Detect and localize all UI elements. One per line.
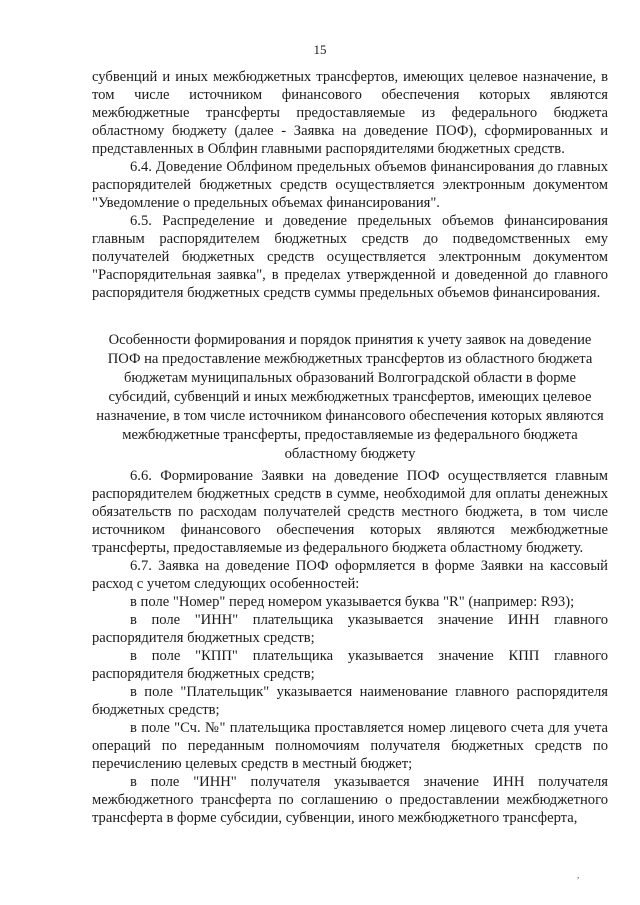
list-item-recipient-inn: в поле "ИНН" получателя указывается значение ИНН получателя межбюджетного трансферта по соглашению о предоставлении межбюджетного трансферта в форме субсидии, субвенции, иного межбюджетного трансферта, [92, 774, 608, 826]
paragraph-6-7: 6.7. Заявка на доведение ПОФ оформляется в форме Заявки на кассовый расход с учетом следующих особенностей: [92, 558, 608, 592]
page-number: 15 [313, 42, 327, 57]
paragraph-6-6: 6.6. Формирование Заявки на доведение ПОФ осуществляется главным распорядителем бюджетных средств в сумме, необходимой для оплаты денежных обязательств по расходам получателей средств местного бюджета, в том числе источником финансового обеспечения которых являются межбюджетные трансферты, предоставляемые из федерального бюджета областному бюджету. [92, 468, 608, 556]
top-text-block [92, 68, 608, 302]
paragraph-continuation: субвенций и иных межбюджетных трансфертов, имеющих целевое назначение, в том числе источником финансового обеспечения которых являются межбюджетные трансферты предоставляемые из федерального бюджета областному бюджету (далее - Заявка на доведение ПОФ), сформированных и представленных в Облфин главными распорядителями бюджетных средств. [92, 69, 608, 157]
list-item-payer-name: в поле "Плательщик" указывается наименование главного распорядителя бюджетных средств; [92, 684, 608, 718]
list-item-payer-inn: в поле "ИНН" плательщика указывается значение ИНН главного распорядителя бюджетных средств; [92, 612, 608, 646]
paragraph-6-5: 6.5. Распределение и доведение предельных объемов финансирования главным распорядителем бюджетных средств до подведомственных ему получателей бюджетных средств осуществляется электронным документом "Распорядительная заявка", в пределах утвержденной и доведенной до главного распорядителя бюджетных средств суммы предельных объемов финансирования. [92, 213, 608, 301]
bottom-text-block [92, 467, 608, 827]
list-item-payer-account: в поле "Сч. №" плательщика проставляется номер лицевого счета для учета операций по переданным полномочиям получателя бюджетных средств по перечислению целевых средств в местный бюджет; [92, 720, 608, 772]
scan-mark: , [577, 870, 580, 880]
paragraph-6-4: 6.4. Доведение Облфином предельных объемов финансирования до главных распорядителей бюджетных средств осуществляется электронным документом "Уведомление о предельных объемах финансирования". [92, 159, 608, 211]
list-item-number-field: в поле "Номер" перед номером указывается буква "R" (например: R93); [130, 594, 575, 610]
list-item-payer-kpp: в поле "КПП" плательщика указывается значение КПП главного распорядителя бюджетных средств; [92, 648, 608, 682]
section-heading: Особенности формирования и порядок принятия к учету заявок на доведение ПОФ на предоставление межбюджетных трансфертов из областного бюджета бюджетам муниципальных образований Волгоградской области в форме субсидий, субвенций и иных межбюджетных трансфертов, имеющих целевое назначение, в том числе источником финансового обеспечения которых являются межбюджетные трансферты, предоставляемые из федерального бюджета областному бюджету [96, 332, 604, 462]
